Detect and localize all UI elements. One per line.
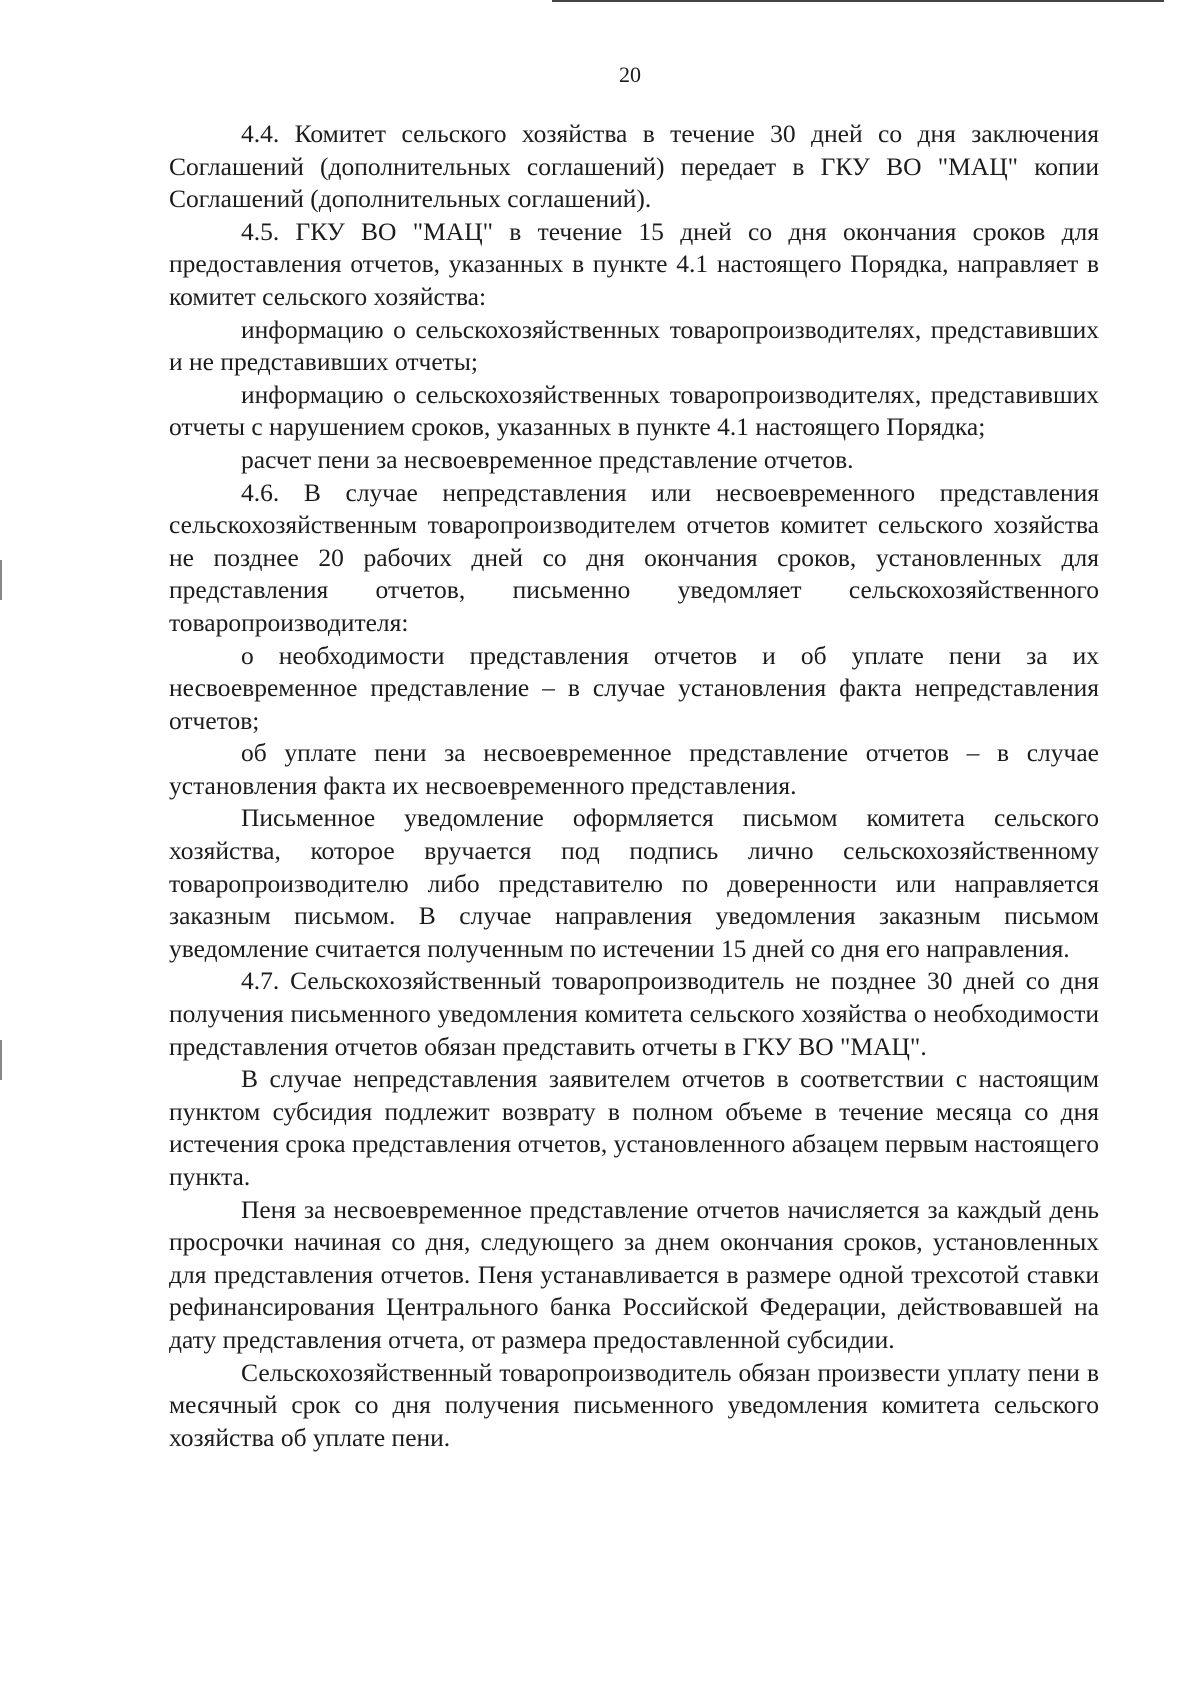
paragraph-penalty-payment: Сельскохозяйственный товаропроизводитель обязан произвести уплату пени в месячный срок со дня получения письменного уведомления комитета сельского хозяйства об уплате пени. (169, 1357, 1099, 1452)
paragraph-4-6-item: о необходимости представления отчетов и об уплате пени за их несвоевременное представление – в случае установления факта непредставления отчетов; (169, 640, 1099, 735)
paragraph-4-5-item: информацию о сельскохозяйственных товаропроизводителях, представивших и не представивших отчеты; (169, 314, 1099, 377)
paragraph-4-5-item: расчет пени за несвоевременное представление отчетов. (241, 444, 854, 474)
page-number: 20 (619, 62, 641, 87)
paragraph-4-7: 4.7. Сельскохозяйственный товаропроизводитель не позднее 30 дней со дня получения письменного уведомления комитета сельского хозяйства о необходимости представления отчетов обязан представить отчеты в ГКУ ВО "МАЦ". (169, 966, 1099, 1061)
document-body (169, 118, 1099, 1454)
paragraph-refund: В случае непредставления заявителем отчетов в соответствии с настоящим пунктом субсидия подлежит возврату в полном объеме в течение месяца со дня истечения срока представления отчетов, установленного абзацем первым настоящего пункта. (169, 1064, 1099, 1191)
top-border-line (552, 0, 1164, 2)
paragraph-4-6: 4.6. В случае непредставления или несвоевременного представления сельскохозяйственным товаропроизводителем отчетов комитет сельского хозяйства не позднее 20 рабочих дней со дня окончания сроков, установленных для представления отчетов, письменно уведомляет сельскохозяйственного товаропроизводителя: (169, 477, 1099, 637)
paragraph-4-5-item: информацию о сельскохозяйственных товаропроизводителях, представивших отчеты с нарушением сроков, указанных в пункте 4.1 настоящего Порядка; (169, 379, 1099, 442)
paragraph-notification: Письменное уведомление оформляется письмом комитета сельского хозяйства, которое вручается под подпись лично сельскохозяйственному товаропроизводителю либо представителю по доверенности или направляется заказным письмом. В случае направления уведомления заказным письмом уведомление считается полученным по истечении 15 дней со дня его направления. (169, 803, 1099, 963)
left-scan-mark (0, 1040, 2, 1080)
left-scan-mark (0, 560, 2, 600)
paragraph-4-5: 4.5. ГКУ ВО "МАЦ" в течение 15 дней со дня окончания сроков для предоставления отчетов, указанных в пункте 4.1 настоящего Порядка, направляет в комитет сельского хозяйства: (169, 216, 1099, 311)
paragraph-4-4: 4.4. Комитет сельского хозяйства в течение 30 дней со дня заключения Соглашений (дополнительных соглашений) передает в ГКУ ВО "МАЦ" копии Соглашений (дополнительных соглашений). (169, 119, 1099, 214)
paragraph-penalty: Пеня за несвоевременное представление отчетов начисляется за каждый день просрочки начиная со дня, следующего за днем окончания сроков, установленных для представления отчетов. Пеня устанавливается в размере одной трехсотой ставки рефинансирования Центрального банка Российской Федерации, действовавшей на дату представления отчета, от размера предоставленной субсидии. (169, 1194, 1099, 1354)
paragraph-4-6-item: об уплате пени за несвоевременное представление отчетов – в случае установления факта их несвоевременного представления. (169, 738, 1099, 800)
